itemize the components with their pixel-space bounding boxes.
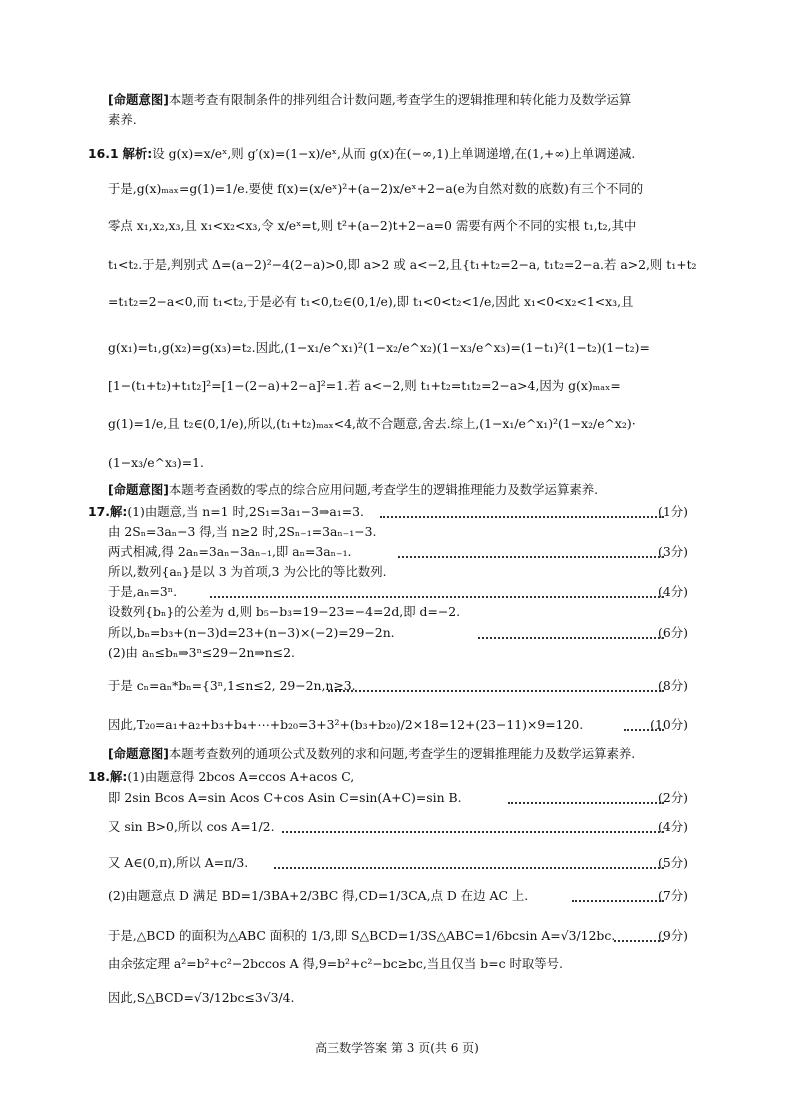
- q16-line6: g(x₁)=t₁,g(x₂)=g(x₃)=t₂.因此,(1−x₁/e^x₁)²(1−x₂/e^x₂)(1−x₃/e^x₃)=(1−t₁)²(1−t₂)(1−t₂)=: [108, 340, 650, 355]
- q18-line6: 于是,△BCD 的面积为△ABC 面积的 1/3,即 S△BCD=1/3S△ABC=1/6bcsin A=√3/12bc.: [108, 928, 616, 943]
- q17-line7: 所以,bₙ=b₃+(n−3)d=23+(n−3)×(−2)=29−2n.: [108, 625, 395, 640]
- q18-line5: (2)由题意点 D 满足 BD=1/3BA+2/3BC 得,CD=1/3CA,点 D 在边 AC 上.: [108, 888, 529, 903]
- q18-leader-4: [282, 831, 664, 833]
- q15-intent-line2: 素养.: [108, 112, 137, 127]
- q18-points-9: (9分): [658, 928, 688, 943]
- q17-points-3: (3分): [658, 544, 688, 559]
- q15-intent-line1: [命题意图]本题考查有限制条件的排列组合计数问题,考查学生的逻辑推理和转化能力及数学运算: [108, 92, 632, 107]
- q18-line1: 18.解:(1)由题意得 2bcos A=ccos A+acos C,: [88, 769, 355, 784]
- q17-line2: 由 2Sₙ=3aₙ−3 得,当 n≥2 时,2Sₙ₋₁=3aₙ₋₁−3.: [108, 524, 377, 539]
- q17-line8: (2)由 aₙ≤bₙ⇒3ⁿ≤29−2n⇒n≤2.: [108, 645, 295, 660]
- q18-leader-9: [614, 940, 664, 942]
- q18-leader-5: [274, 867, 664, 869]
- q16-line8: g(1)=1/e,且 t₂∈(0,1/e),所以,(t₁+t₂)ₘₐₓ<4,故不合题意,舍去.综上,(1−x₁/e^x₁)²(1−x₂/e^x₂)·: [108, 416, 636, 431]
- q18-points-2: (2分): [658, 790, 688, 805]
- q16-line7: [1−(t₁+t₂)+t₁t₂]²=[1−(2−a)+2−a]²=1.若 a<−2,则 t₁+t₂=t₁t₂=2−a>4,因为 g(x)ₘₐₓ=: [108, 378, 621, 393]
- q16-line2: 于是,g(x)ₘₐₓ=g(1)=1/e.要使 f(x)=(x/eˣ)²+(a−2)x/eˣ+2−a(e为自然对数的底数)有三个不同的: [108, 181, 644, 196]
- q17-line10: 因此,T₂₀=a₁+a₂+b₃+b₄+⋯+b₂₀=3+3²+(b₃+b₂₀)/2×18=12+(23−11)×9=120.: [108, 717, 584, 732]
- q18-line7: 由余弦定理 a²=b²+c²−2bccos A 得,9=b²+c²−bc≥bc,当且仅当 b=c 时取等号.: [108, 956, 563, 971]
- q17-line1: 17.解:(1)由题意,当 n=1 时,2S₁=3a₁−3⇒a₁=3.: [88, 504, 364, 519]
- q18-line3: 又 sin B>0,所以 cos A=1/2.: [108, 819, 275, 834]
- q18-line2: 即 2sin Bcos A=sin Acos C+cos Asin C=sin(A+C)=sin B.: [108, 790, 462, 805]
- q16-line1: 16.1 解析:设 g(x)=x/eˣ,则 g′(x)=(1−x)/eˣ,从而 g(x)在(−∞,1)上单调递增,在(1,+∞)上单调递减.: [88, 146, 636, 161]
- q16-intent: [命题意图]本题考查函数的零点的综合应用问题,考查学生的逻辑推理能力及数学运算素养.: [108, 482, 599, 497]
- q17-line6: 设数列{bₙ}的公差为 d,则 b₅−b₃=19−23=−4=2d,即 d=−2.: [108, 604, 461, 619]
- q16-line3: 零点 x₁,x₂,x₃,且 x₁<x₂<x₃,令 x/eˣ=t,则 t²+(a−2)t+2−a=0 需要有两个不同的实根 t₁,t₂,其中: [108, 218, 637, 233]
- q17-points-10: (10分): [650, 717, 688, 732]
- q18-leader-2: [508, 802, 664, 804]
- q16-line9: (1−x₃/e^x₃)=1.: [108, 455, 204, 470]
- q18-leader-7: [572, 900, 664, 902]
- q17-line9: 于是 cₙ=aₙ*bₙ={3ⁿ,1≤n≤2, 29−2n,n≥3.: [108, 678, 356, 693]
- q17-points-1: (1分): [658, 504, 688, 519]
- q18-line8: 因此,S△BCD=√3/12bc≤3√3/4.: [108, 990, 295, 1005]
- q17-leader-3: [398, 556, 664, 558]
- page-footer: 高三数学答案 第 3 页(共 6 页): [315, 1041, 479, 1055]
- q18-points-4: (4分): [658, 819, 688, 834]
- q17-line5: 于是,aₙ=3ⁿ.: [108, 584, 178, 599]
- q17-leader-6: [478, 637, 664, 639]
- q17-line4: 所以,数列{aₙ}是以 3 为首项,3 为公比的等比数列.: [108, 564, 387, 579]
- q17-points-4: (4分): [658, 584, 688, 599]
- q17-leader-8: [328, 690, 664, 692]
- q16-line4: t₁<t₂.于是,判别式 Δ=(a−2)²−4(2−a)>0,即 a>2 或 a<−2,且{t₁+t₂=2−a, t₁t₂=2−a.若 a>2,则 t₁+t₂: [108, 257, 697, 272]
- q18-points-5: (5分): [658, 855, 688, 870]
- q17-points-6: (6分): [658, 625, 688, 640]
- q18-line4: 又 A∈(0,π),所以 A=π/3.: [108, 855, 249, 870]
- q17-leader-1: [380, 516, 664, 518]
- q18-points-7: (7分): [658, 888, 688, 903]
- q17-line3: 两式相减,得 2aₙ=3aₙ−3aₙ₋₁,即 aₙ=3aₙ₋₁.: [108, 544, 352, 559]
- q17-intent: [命题意图]本题考查数列的通项公式及数列的求和问题,考查学生的逻辑推理能力及数学运算素养.: [108, 746, 636, 761]
- q16-line5: =t₁t₂=2−a<0,而 t₁<t₂,于是必有 t₁<0,t₂∈(0,1/e),即 t₁<0<t₂<1/e,因此 x₁<0<x₂<1<x₃,且: [108, 294, 634, 309]
- q17-leader-4: [210, 596, 664, 598]
- q17-points-8: (8分): [658, 678, 688, 693]
